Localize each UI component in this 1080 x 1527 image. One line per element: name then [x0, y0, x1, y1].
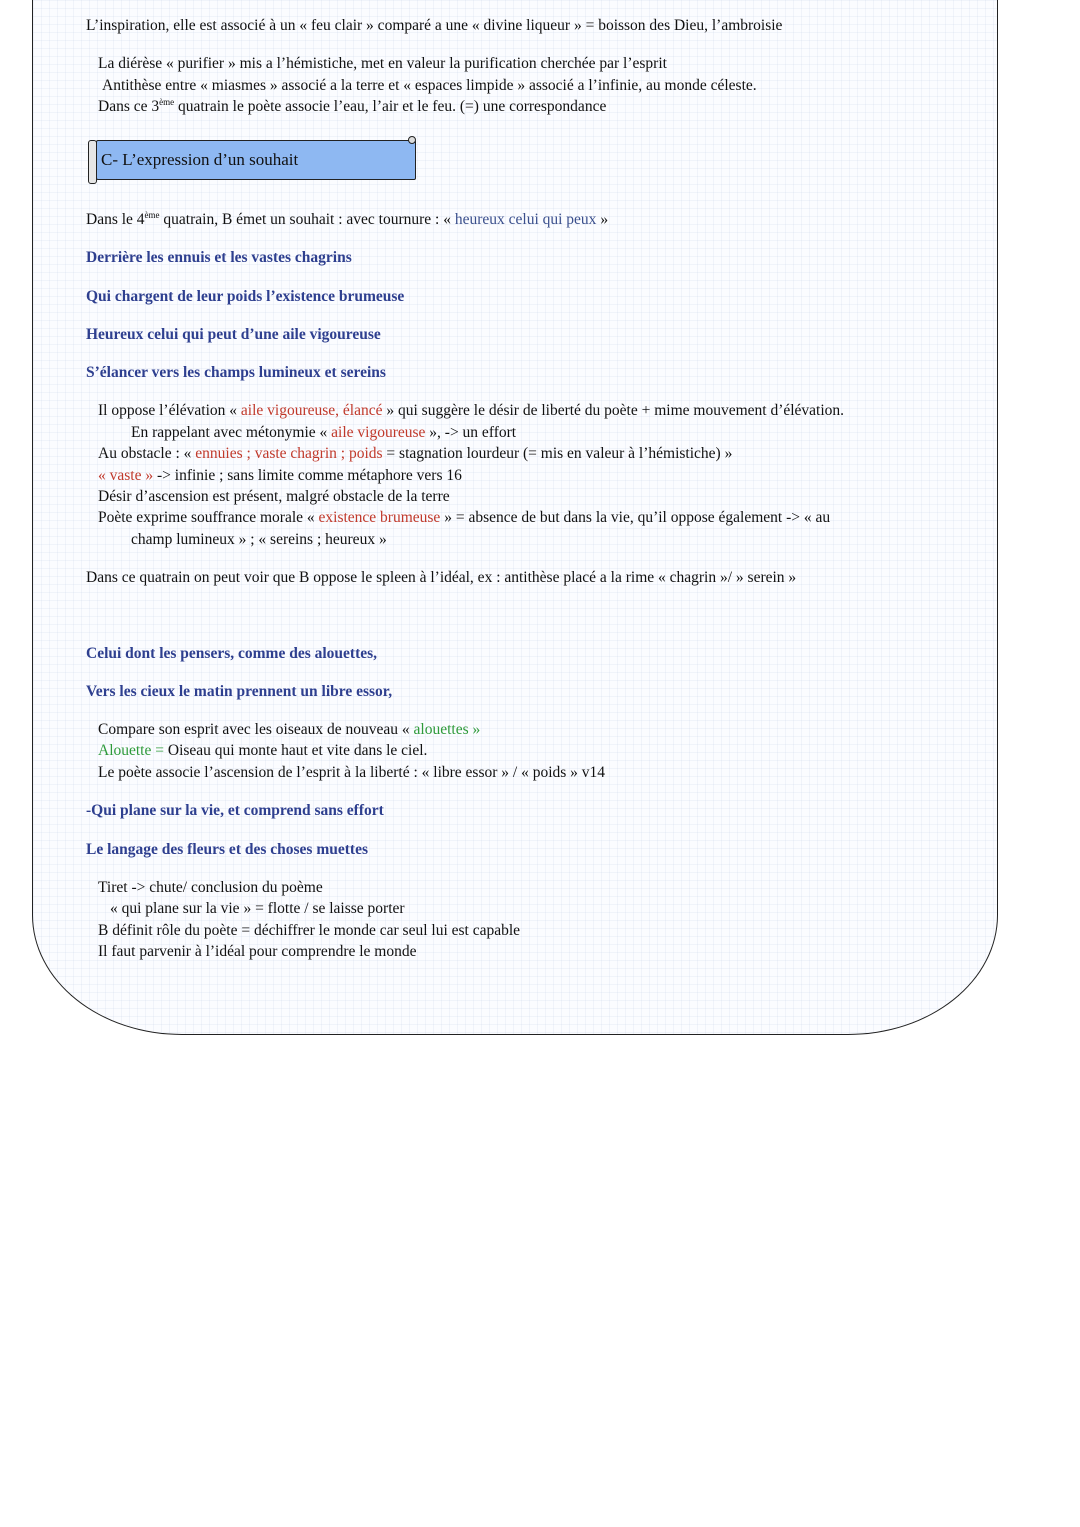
inspiration-line: L’inspiration, elle est associé à un « feu clair » comparé a une « divine liqueur » = boisson des Dieu, l’ambroisie [86, 17, 783, 34]
verse-line: Heureux celui qui peut d’une aile vigoureuse [86, 326, 381, 343]
analysis-line: Il oppose l’élévation « aile vigoureuse, élancé » qui suggère le désir de liberté du poète + mime mouvement d’élévation. [98, 402, 845, 419]
section-heading-scroll [88, 140, 416, 180]
analysis-line: Il faut parvenir à l’idéal pour comprendre le monde [98, 943, 417, 960]
analysis-line: Compare son esprit avec les oiseaux de nouveau « alouettes » [98, 721, 481, 738]
section-heading-box [96, 140, 416, 180]
verse-line: -Qui plane sur la vie, et comprend sans effort [86, 802, 384, 819]
analysis-line: Désir d’ascension est présent, malgré obstacle de la terre [98, 488, 450, 505]
verse-line: S’élancer vers les champs lumineux et sereins [86, 364, 386, 381]
analysis-line: Alouette = Oiseau qui monte haut et vite dans le ciel. [98, 742, 428, 759]
analysis-line: Au obstacle : « ennuies ; vaste chagrin ; poids = stagnation lourdeur (= mis en valeur à l’hémistiche) » [98, 445, 733, 462]
dierese-line: La diérèse « purifier » mis a l’hémistiche, met en valeur la purification cherchée par l’esprit [98, 55, 667, 72]
analysis-line: « vaste » -> infinie ; sans limite comme métaphore vers 16 [98, 467, 462, 484]
section-title: C- L’expression d’un souhait [101, 150, 299, 169]
verse-line: Vers les cieux le matin prennent un libre essor, [86, 683, 393, 700]
analysis-line: Poète exprime souffrance morale « existence brumeuse » = absence de but dans la vie, qu’il oppose également -> « au [98, 509, 831, 526]
verse-line: Qui chargent de leur poids l’existence brumeuse [86, 288, 405, 305]
analysis-line: champ lumineux » ; « sereins ; heureux » [131, 531, 387, 548]
souhait-line: Dans le 4ème quatrain, B émet un souhait : avec tournure : « heureux celui qui peux » [86, 210, 609, 228]
verse-line: Celui dont les pensers, comme des alouettes, [86, 645, 378, 662]
third-quatrain-line: Dans ce 3ème quatrain le poète associe l’eau, l’air et le feu. (=) une correspondance [98, 97, 607, 115]
analysis-line: B définit rôle du poète = déchiffrer le monde car seul lui est capable [98, 922, 521, 939]
analysis-line: « qui plane sur la vie » = flotte / se laisse porter [110, 900, 405, 917]
spleen-line: Dans ce quatrain on peut voir que B oppose le spleen à l’idéal, ex : antithèse placé a la rime « chagrin »/ » serein » [86, 569, 797, 586]
analysis-line: En rappelant avec métonymie « aile vigoureuse », -> un effort [131, 424, 517, 441]
verse-line: Derrière les ennuis et les vastes chagrins [86, 249, 352, 266]
analysis-line: Tiret -> chute/ conclusion du poème [98, 879, 323, 896]
analysis-line: Le poète associe l’ascension de l’esprit à la liberté : « libre essor » / « poids » v14 [98, 764, 606, 781]
scroll-knob [408, 136, 416, 144]
verse-line: Le langage des fleurs et des choses muettes [86, 841, 368, 858]
antithese-line: Antithèse entre « miasmes » associé a la terre et « espaces limpide » associé a l’infinie, au monde céleste. [102, 77, 757, 94]
